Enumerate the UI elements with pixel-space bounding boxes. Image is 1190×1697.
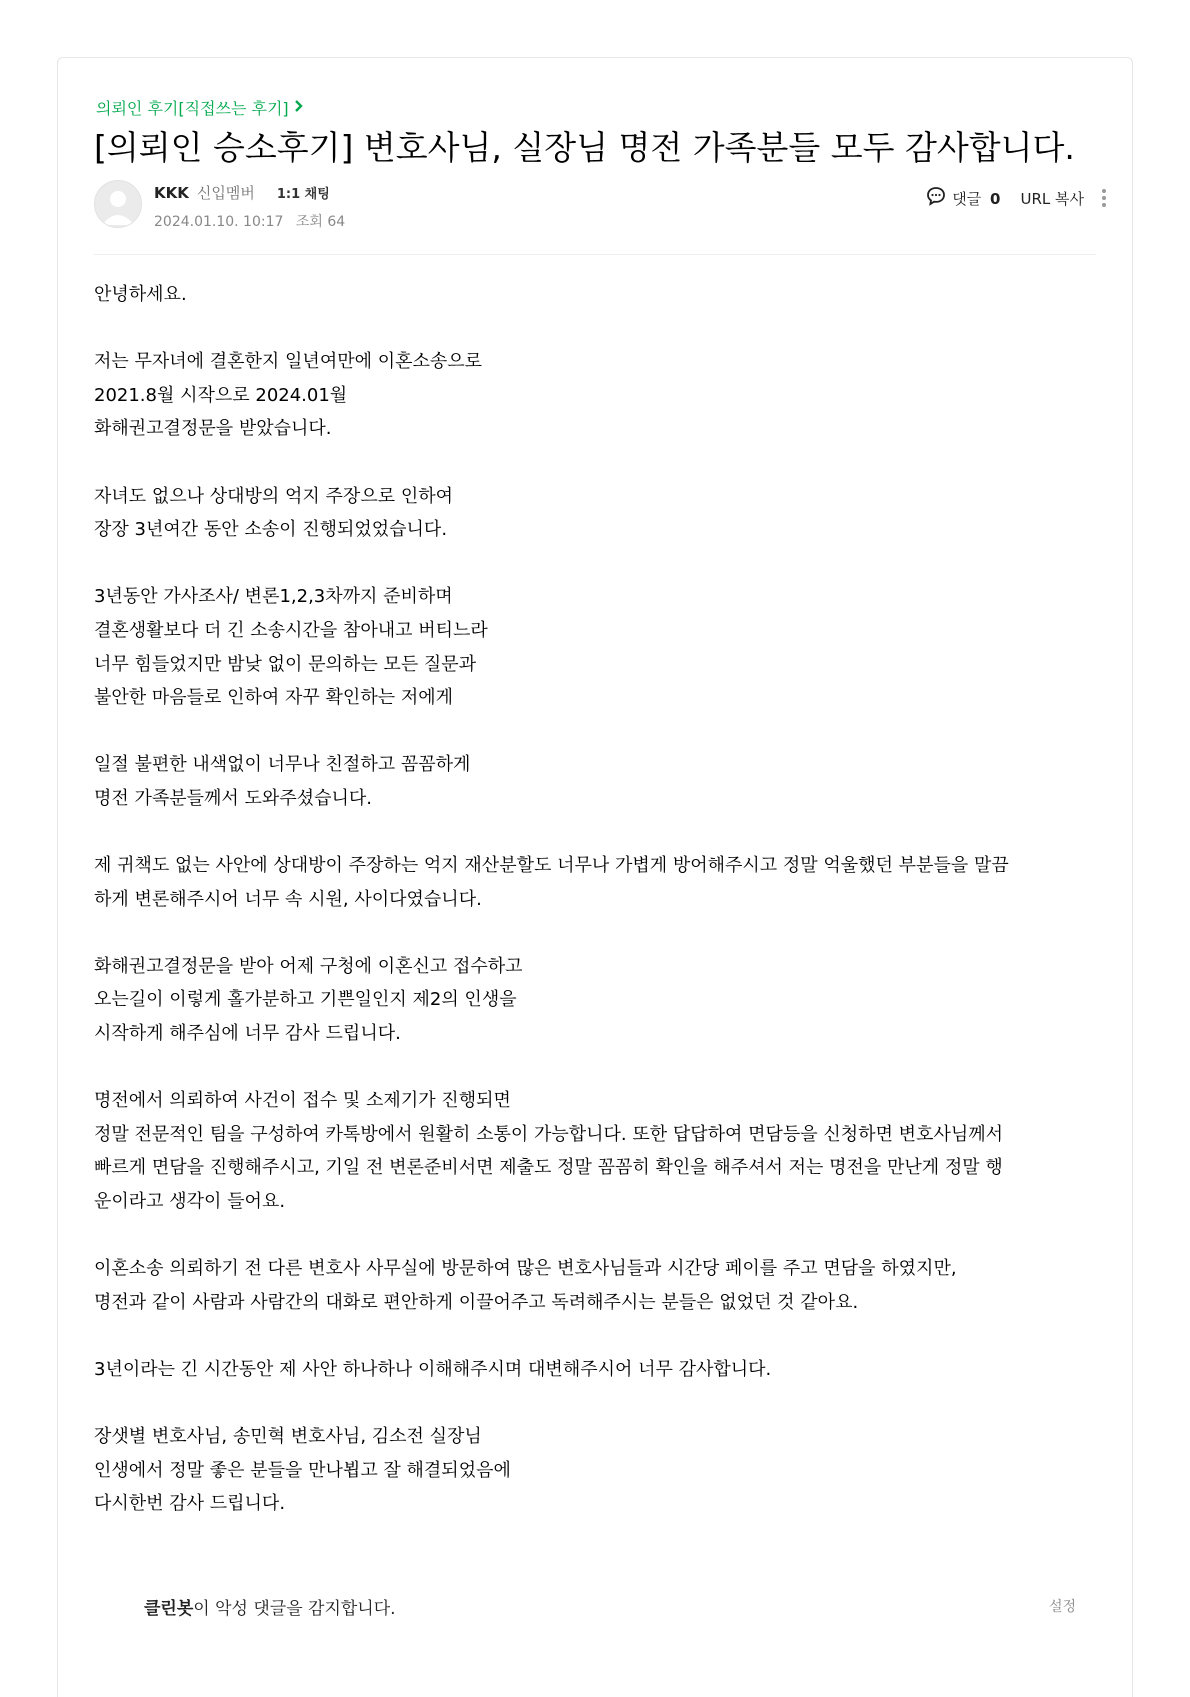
content-line: 오는길이 이렇게 홀가분하고 기쁜일인지 제2의 인생을 bbox=[94, 989, 517, 1011]
comment-icon bbox=[926, 186, 946, 210]
content-line: 명전 가족분들께서 도와주셨습니다. bbox=[94, 787, 372, 809]
cleanbot-text: 이 악성 댓글을 감지합니다. bbox=[193, 1599, 396, 1619]
content-line: 명전과 같이 사람과 사람간의 대화로 편안하게 이끌어주고 독려해주시는 분들은 없었던 것 같아요. bbox=[94, 1291, 859, 1313]
content-line: 다시한번 감사 드립니다. bbox=[94, 1493, 286, 1515]
avatar[interactable] bbox=[94, 180, 142, 228]
board-link-label[interactable]: 의뢰인 후기[직접쓰는 후기] bbox=[96, 99, 289, 118]
content-line: 화해권고결정문을 받아 어제 구청에 이혼신고 접수하고 bbox=[94, 955, 523, 977]
content-line: 안녕하세요. bbox=[94, 284, 187, 305]
board-link[interactable] bbox=[96, 96, 304, 119]
url-copy-button[interactable]: URL 복사 bbox=[1020, 189, 1084, 208]
comment-count: 0 bbox=[990, 189, 1001, 208]
comment-button[interactable] bbox=[926, 186, 1000, 210]
content-line: 시작하게 해주심에 너무 감사 드립니다. bbox=[94, 1023, 401, 1045]
content-line: 운이라고 생각이 들어요. bbox=[94, 1191, 286, 1213]
content-line: 자녀도 없으나 상대방의 억지 주장으로 인하여 bbox=[94, 485, 453, 507]
content-line: 정말 전문적인 팀을 구성하여 카톡방에서 원활히 소통이 가능합니다. 또한 답답하여 면담등을 신청하면 변호사님께서 bbox=[94, 1123, 1004, 1145]
paragraph-gap bbox=[94, 1319, 1094, 1353]
post-content bbox=[94, 278, 1094, 1521]
more-options-icon[interactable] bbox=[1102, 189, 1106, 207]
chevron-right-icon bbox=[294, 100, 304, 115]
comment-label: 댓글 bbox=[952, 189, 982, 208]
author-info bbox=[154, 182, 330, 203]
paragraph-gap bbox=[94, 916, 1094, 950]
post-views: 조회 64 bbox=[295, 214, 346, 230]
content-line: 2021.8월 시작으로 2024.01월 bbox=[94, 384, 348, 406]
post-meta bbox=[154, 211, 345, 231]
paragraph-gap bbox=[94, 547, 1094, 581]
content-line: 일절 불편한 내색없이 너무나 친절하고 꼼꼼하게 bbox=[94, 754, 471, 776]
content-line: 장샛별 변호사님, 송민혁 변호사님, 김소전 실장님 bbox=[94, 1426, 482, 1448]
article-tools bbox=[926, 186, 1106, 210]
content-line: 하게 변론해주시어 너무 속 시원, 사이다였습니다. bbox=[94, 888, 482, 910]
cleanbot-notice bbox=[144, 1594, 396, 1619]
content-line: 이혼소송 의뢰하기 전 다른 변호사 사무실에 방문하여 많은 변호사님들과 시간당 페이를 주고 면담을 하였지만, bbox=[94, 1258, 957, 1280]
paragraph-gap bbox=[94, 1219, 1094, 1253]
content-line: 제 귀책도 없는 사안에 상대방이 주장하는 억지 재산분할도 너무나 가볍게 방어해주시고 정말 억울했던 부분들을 말끔 bbox=[94, 855, 1009, 877]
cleanbot-name: 클린봇 bbox=[144, 1599, 194, 1619]
divider bbox=[94, 254, 1096, 255]
page-title: [의뢰인 승소후기] 변호사님, 실장님 명전 가족분들 모두 감사합니다. bbox=[94, 128, 1075, 167]
chat-button[interactable]: 1:1 채팅 bbox=[276, 187, 330, 202]
paragraph-gap bbox=[94, 1051, 1094, 1085]
content-line: 너무 힘들었지만 밤낮 없이 문의하는 모든 질문과 bbox=[94, 653, 477, 675]
content-line: 3년이라는 긴 시간동안 제 사안 하나하나 이해해주시며 대변해주시어 너무 감사합니다. bbox=[94, 1359, 772, 1380]
content-line: 결혼생활보다 더 긴 소송시간을 참아내고 버티느라 bbox=[94, 619, 488, 641]
content-line: 명전에서 의뢰하여 사건이 접수 및 소제기가 진행되면 bbox=[94, 1090, 511, 1112]
author-nickname[interactable]: KKK bbox=[154, 183, 189, 202]
content-line: 인생에서 정말 좋은 분들을 만나뵙고 잘 해결되었음에 bbox=[94, 1459, 511, 1481]
paragraph-gap bbox=[94, 715, 1094, 749]
content-line: 장장 3년여간 동안 소송이 진행되었었습니다. bbox=[94, 519, 448, 541]
paragraph-gap bbox=[94, 446, 1094, 480]
paragraph-gap bbox=[94, 312, 1094, 346]
content-line: 화해권고결정문을 받았습니다. bbox=[94, 418, 332, 440]
content-line: 불안한 마음들로 인하여 자꾸 확인하는 저에게 bbox=[94, 687, 453, 709]
content-line: 3년동안 가사조사/ 변론1,2,3차까지 준비하며 bbox=[94, 586, 453, 608]
content-line: 빠르게 면담을 진행해주시고, 기일 전 변론준비서면 제출도 정말 꼼꼼히 확인을 해주셔서 저는 명전을 만난게 정말 행 bbox=[94, 1157, 1003, 1179]
paragraph-gap bbox=[94, 1387, 1094, 1421]
author-level: 신입멤버 bbox=[196, 184, 255, 202]
post-date: 2024.01.10. 10:17 bbox=[154, 214, 284, 230]
paragraph-gap bbox=[94, 816, 1094, 850]
content-line: 저는 무자녀에 결혼한지 일년여만에 이혼소송으로 bbox=[94, 351, 483, 373]
cleanbot-setting-link[interactable]: 설정 bbox=[1048, 1599, 1076, 1615]
article-card bbox=[57, 57, 1133, 1697]
